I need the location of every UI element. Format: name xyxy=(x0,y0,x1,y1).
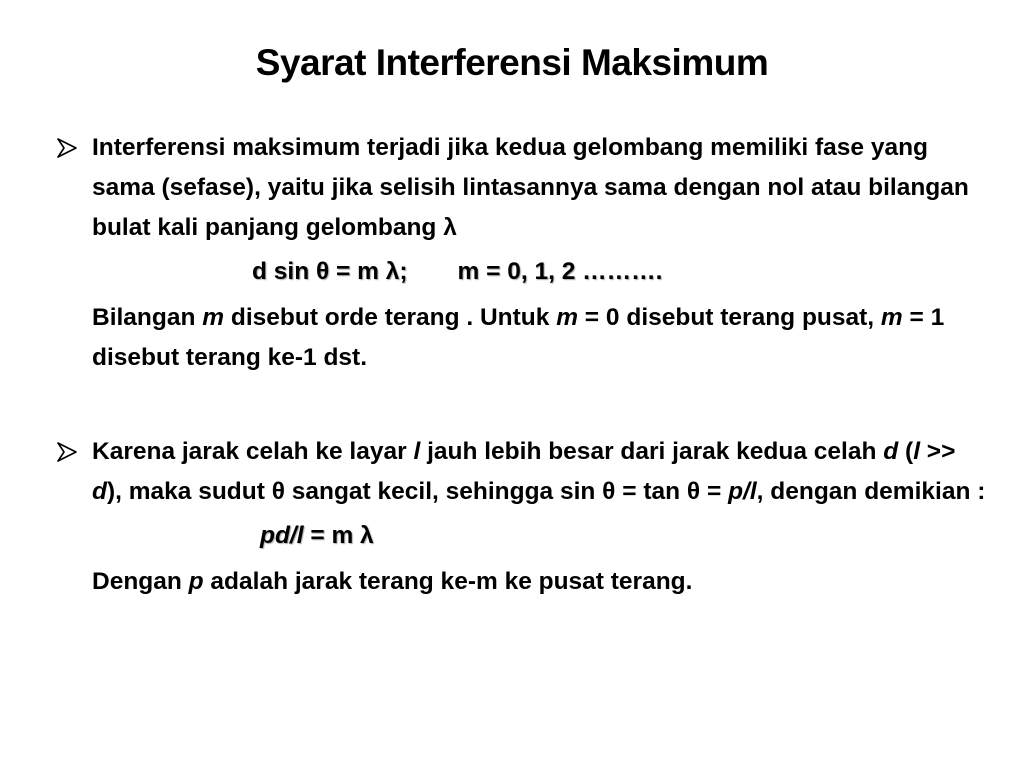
slide-title: Syarat Interferensi Maksimum xyxy=(255,42,769,83)
formula-maximum-condition xyxy=(92,252,986,292)
bullet-item-1 xyxy=(56,128,986,378)
arrow-bullet-icon xyxy=(56,442,78,462)
formula-right: m = 0, 1, 2 ………. xyxy=(457,258,663,285)
bullet-2-text: Karena jarak celah ke layar l jauh lebih besar dari jarak kedua celah d (l >> d), maka sudut θ sangat kecil, sehingga sin θ = tan θ = p/l, dengan demikian : xyxy=(92,438,986,505)
formula-small-angle: pd/l = m λ xyxy=(260,522,374,549)
bullet-1-text: Interferensi maksimum terjadi jika kedua gelombang memiliki fase yang sama (sefase), yaitu jika selisih lintasannya sama dengan nol atau bilangan bulat kali panjang gelombang λ xyxy=(92,134,969,241)
order-description: Bilangan m disebut orde terang . Untuk m = 0 disebut terang pusat, m = 1 disebut terang ke-1 dst. xyxy=(92,304,945,371)
final-description: Dengan p adalah jarak terang ke-m ke pusat terang. xyxy=(92,568,693,595)
formula-left: d sin θ = m λ; xyxy=(252,258,408,285)
arrow-bullet-icon xyxy=(56,138,78,158)
bullet-item-2 xyxy=(56,432,986,602)
slide-content xyxy=(56,128,986,602)
